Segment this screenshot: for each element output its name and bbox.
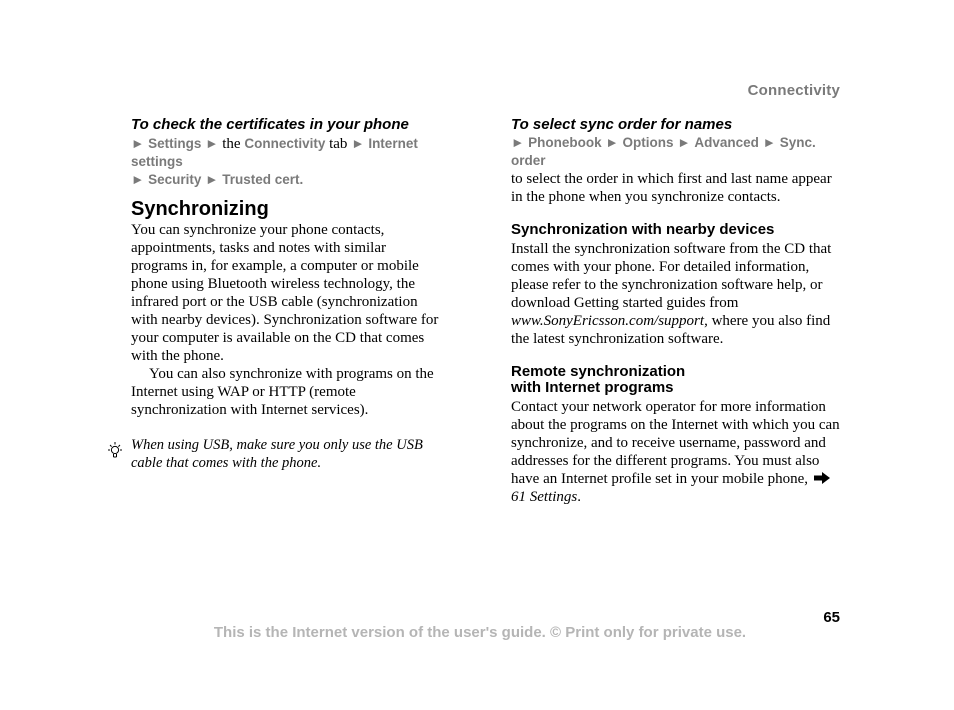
- path-separator: ►: [601, 135, 623, 150]
- path-separator: ►: [201, 172, 223, 187]
- sync-order-path: [511, 134, 843, 170]
- support-url: www.SonyEricsson.com/support: [511, 313, 705, 329]
- sync-paragraph-2: You can also synchronize with programs on the Internet using WAP or HTTP (remote synchronization with Internet services).: [131, 366, 434, 418]
- footer-notice: This is the Internet version of the user's guide. © Print only for private use.: [213, 624, 747, 641]
- menu-path-item: Security: [148, 172, 202, 187]
- menu-path-item: Settings: [148, 136, 202, 151]
- nearby-text-before: Install the synchronization software from the CD that comes with your phone. For detailed information, please refer to the synchronization software help, or download Getting started guides from: [511, 241, 832, 311]
- menu-path-item: Advanced: [694, 135, 759, 150]
- heading-nearby-devices: Synchronization with nearby devices: [511, 221, 775, 238]
- menu-path-item: Connectivity: [244, 136, 326, 151]
- menu-path-item: Trusted cert.: [222, 172, 304, 187]
- section-heading-synchronizing: Synchronizing: [131, 198, 269, 220]
- page-number: 65: [823, 609, 840, 626]
- arrow-right-icon: [814, 472, 830, 484]
- cert-path-line-2: [131, 171, 443, 189]
- heading-remote-sync: [511, 364, 843, 396]
- nearby-devices-text: [511, 240, 843, 348]
- heading-remote-sync-line-2: with Internet programs: [511, 379, 674, 396]
- menu-path-item: Phonebook: [528, 135, 602, 150]
- path-separator: ►: [758, 135, 780, 150]
- path-separator: ►: [351, 136, 369, 151]
- cert-procedure-title: To check the certificates in your phone: [131, 116, 409, 133]
- cert-path-line-1: [131, 135, 443, 171]
- right-column: [511, 117, 843, 506]
- sync-order-procedure-title: To select sync order for names: [511, 116, 733, 133]
- section-header: Connectivity: [747, 82, 840, 99]
- menu-path-item: Sync. order: [511, 135, 816, 168]
- sync-paragraph-1: You can synchronize your phone contacts, appointments, tasks and notes with similar programs in, for example, a computer or mobile phone using Bluetooth wireless technology, the infrared port or the USB cable (synchronization with nearby devices). Synchronization software for your computer is available on the CD that comes with the phone.: [131, 222, 439, 364]
- path-separator: ►: [511, 135, 529, 150]
- sync-order-text: to select the order in which first and last name appear in the phone when you synchronize contacts.: [511, 171, 832, 205]
- remote-sync-text: [511, 398, 843, 506]
- tip-text: When using USB, make sure you only use the USB cable that comes with the phone.: [131, 437, 423, 471]
- heading-remote-sync-line-1: Remote synchronization: [511, 363, 686, 380]
- remote-text-body: Contact your network operator for more information about the programs on the Internet with which you can synchronize, and to receive username, password and addresses for the different programs. You must also have an Internet profile set in your mobile phone,: [511, 399, 840, 487]
- menu-path-item: Options: [622, 135, 674, 150]
- path-text: tab: [325, 136, 352, 152]
- path-separator: ►: [673, 135, 695, 150]
- settings-page-reference: 61 Settings: [511, 489, 578, 505]
- path-separator: ►: [201, 136, 223, 151]
- menu-path-item: Internet settings: [131, 136, 418, 169]
- lightbulb-tip-icon: [104, 440, 126, 462]
- nearby-text-after: , where you also find the latest synchronization software.: [511, 313, 831, 347]
- path-separator: ►: [131, 136, 149, 151]
- path-text: the: [222, 136, 245, 152]
- path-separator: ►: [131, 172, 149, 187]
- remote-text-end: .: [577, 489, 581, 505]
- left-column: [131, 117, 443, 419]
